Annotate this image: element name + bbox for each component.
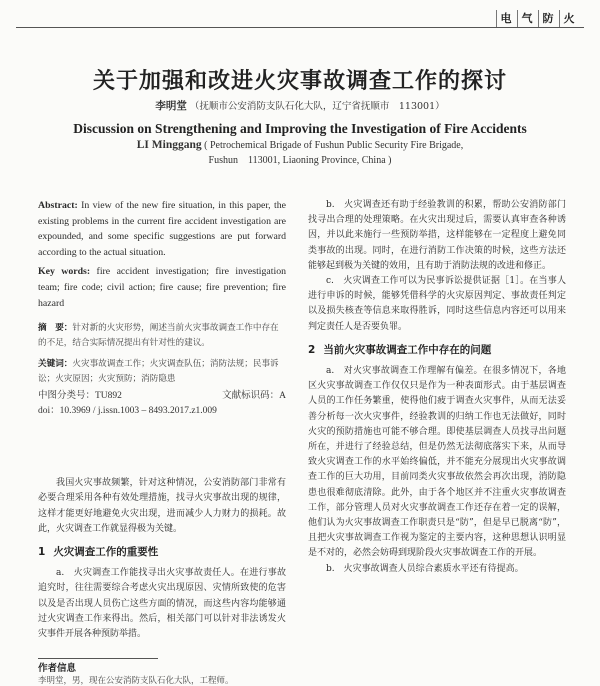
- keywords-cn-label: 关键词：: [38, 359, 73, 370]
- section-2-number: 2: [308, 343, 316, 356]
- paper-title-en: Discussion on Strengthening and Improving the Investigation of Fire Accidents: [73, 121, 527, 136]
- keywords-en-text: fire accident investigation; fire investigation team; fire code; civil action; fire cause; fire prevention; fire hazard: [38, 266, 286, 309]
- section-2-para-b: b. 火灾事故调查人员综合素质水平还有待提高。: [326, 563, 524, 574]
- author-affiliation-en-2: Fushun 113001, Liaoning Province, China ): [208, 155, 392, 166]
- section-1-number: 1: [38, 545, 46, 558]
- paper-title-cn: 关于加强和改进火灾事故调查工作的探讨: [92, 69, 507, 94]
- keywords-en-label: Key words:: [38, 266, 91, 278]
- right-column: [308, 198, 566, 577]
- section-2-heading: [308, 343, 566, 358]
- abstract-cn-block: [38, 321, 286, 387]
- abstract-en-text: In view of the new fire situation, in this paper, the existing problems in the current fire accident investigation are expounded, and some specific suggestions are put forward according to the actual situation.: [38, 200, 286, 258]
- intro-paragraph: 我国火灾事故频繁，针对这种情况，公安消防部门非常有必要合理采用各种有效处理措施，找寻火灾事故出现的规律，这样才能更好地避免火灾出现，进而减少人力财力的损耗。故此，火灾调查工作就显得极为关键。: [38, 478, 286, 534]
- abstract-en: [38, 198, 286, 260]
- left-column: [38, 198, 286, 642]
- keywords-cn-text: 火灾事故调查工作；火灾调查队伍；消防法规；民事诉讼；火灾原因；火灾预防；消防隐患: [38, 359, 279, 385]
- journal-char: 防: [538, 10, 557, 27]
- article-meta: [38, 389, 286, 418]
- author-line-cn: [0, 98, 600, 113]
- section-2-para-a: a. 对火灾事故调查工作理解有偏差。在很多情况下，各地区火灾事故调查工作仅仅只是作为一种表面形式。由于基层调查人员的工作任务繁重，使得他们疲于调查火灾事件，从而无法妥善分析每一次火灾事件，经验教训的归纳工作也无法做好，同时火灾的预防措施也可能不够合理。即使基层调查人员找寻出问题所在，并进行了经验总结，但是仍然无法彻底落实下来，从而导致火灾调查工作的水平始终偏低，并不能充分展现出火灾事故调查工作的巨大功用，目前同类火灾事故依然会再次出现，消防隐患也很难彻底清除。此外，由于各个地区并不注重火灾事故调查工作，部分管理人员对火灾事故调查工作还存在着一定的误解，他们认为火灾事故调查工作职责只是“防”，但是早已脱离“防”，且把火灾事故调查工作视为鉴定的主要内容，这种思想认识明显是不对的，必然会妨碍到现阶段火灾事故调查工作的开展。: [308, 366, 566, 559]
- author-affiliation-en-1: ( Petrochemical Brigade of Fushun Public Security Fire Brigade,: [204, 140, 464, 151]
- section-1-para-c: c. 火灾调查工作可以为民事诉讼提供证据［1］。在当事人进行申诉的时候，能够凭借科学的火灾原因判定、事故责任判定以及损失核查等信息来取得胜诉，同时这些信息内容还可以用来判定责任人是否要负罪。: [308, 276, 566, 332]
- keywords-en: [38, 264, 286, 311]
- author-info-heading: 作者信息: [38, 663, 77, 674]
- keywords-cn: [38, 357, 286, 387]
- section-1-title: 火灾调查工作的重要性: [53, 545, 159, 558]
- section-1-para-b: b. 火灾调查还有助于经验教训的积累，帮助公安消防部门找寻出合理的处理策略。在火灾出现过后，需要认真审查各种诱因，并以此来施行一些预防举措，这样能够在一定程度上避免同类事故的出现。同时，在进行消防工作决策的时候，这些方法还能够起到极为关键的效用，且有助于消防法规的改进和修正。: [308, 200, 566, 271]
- footer-rule: [38, 658, 158, 659]
- header-rule: [16, 27, 584, 28]
- abstract-cn-label: 摘 要：: [38, 323, 73, 334]
- spacer: [38, 418, 286, 476]
- author-info-text: 李明堂，男，现在公安消防支队石化大队，工程师。: [38, 676, 234, 686]
- section-1-para-a: a. 火灾调查工作能找寻出火灾事故责任人。在进行事故追究时，往往需要综合考虑火灾出现原因、灾情所致使的危害以及是否出现人员伤亡这些方面的情况，而这些内容均能够通过火灾调查工作来得出。然后，相关部门可以针对非法诱发火灾事件开展各种预防举措。: [38, 568, 286, 639]
- author-name-en: LI Minggang: [136, 139, 202, 151]
- abstract-en-label: Abstract:: [38, 200, 78, 211]
- abstract-cn: [38, 321, 286, 351]
- author-block-en: [0, 138, 600, 168]
- author-affiliation-cn: （抚顺市公安消防支队石化大队，辽宁省抚顺市 113001）: [189, 101, 445, 112]
- section-2-title: 当前火灾事故调查工作中存在的问题: [323, 343, 492, 356]
- doi: doi：10.3969 / j.issn.1003 – 8493.2017.z1.009: [38, 405, 217, 416]
- abstract-cn-text: 针对新的火灾形势，阐述当前火灾事故调查工作中存在的不足，结合实际情况提出有针对性的建议。: [38, 323, 279, 349]
- document-code: 文献标识码：A: [222, 391, 286, 402]
- journal-char: 火: [559, 10, 578, 27]
- clc-number: 中图分类号：TU892: [38, 391, 122, 402]
- journal-section-label: [496, 10, 578, 27]
- journal-char: 气: [517, 10, 536, 27]
- section-1-heading: [38, 545, 286, 560]
- journal-char: 电: [496, 10, 515, 27]
- author-name-cn: 李明堂: [155, 100, 187, 112]
